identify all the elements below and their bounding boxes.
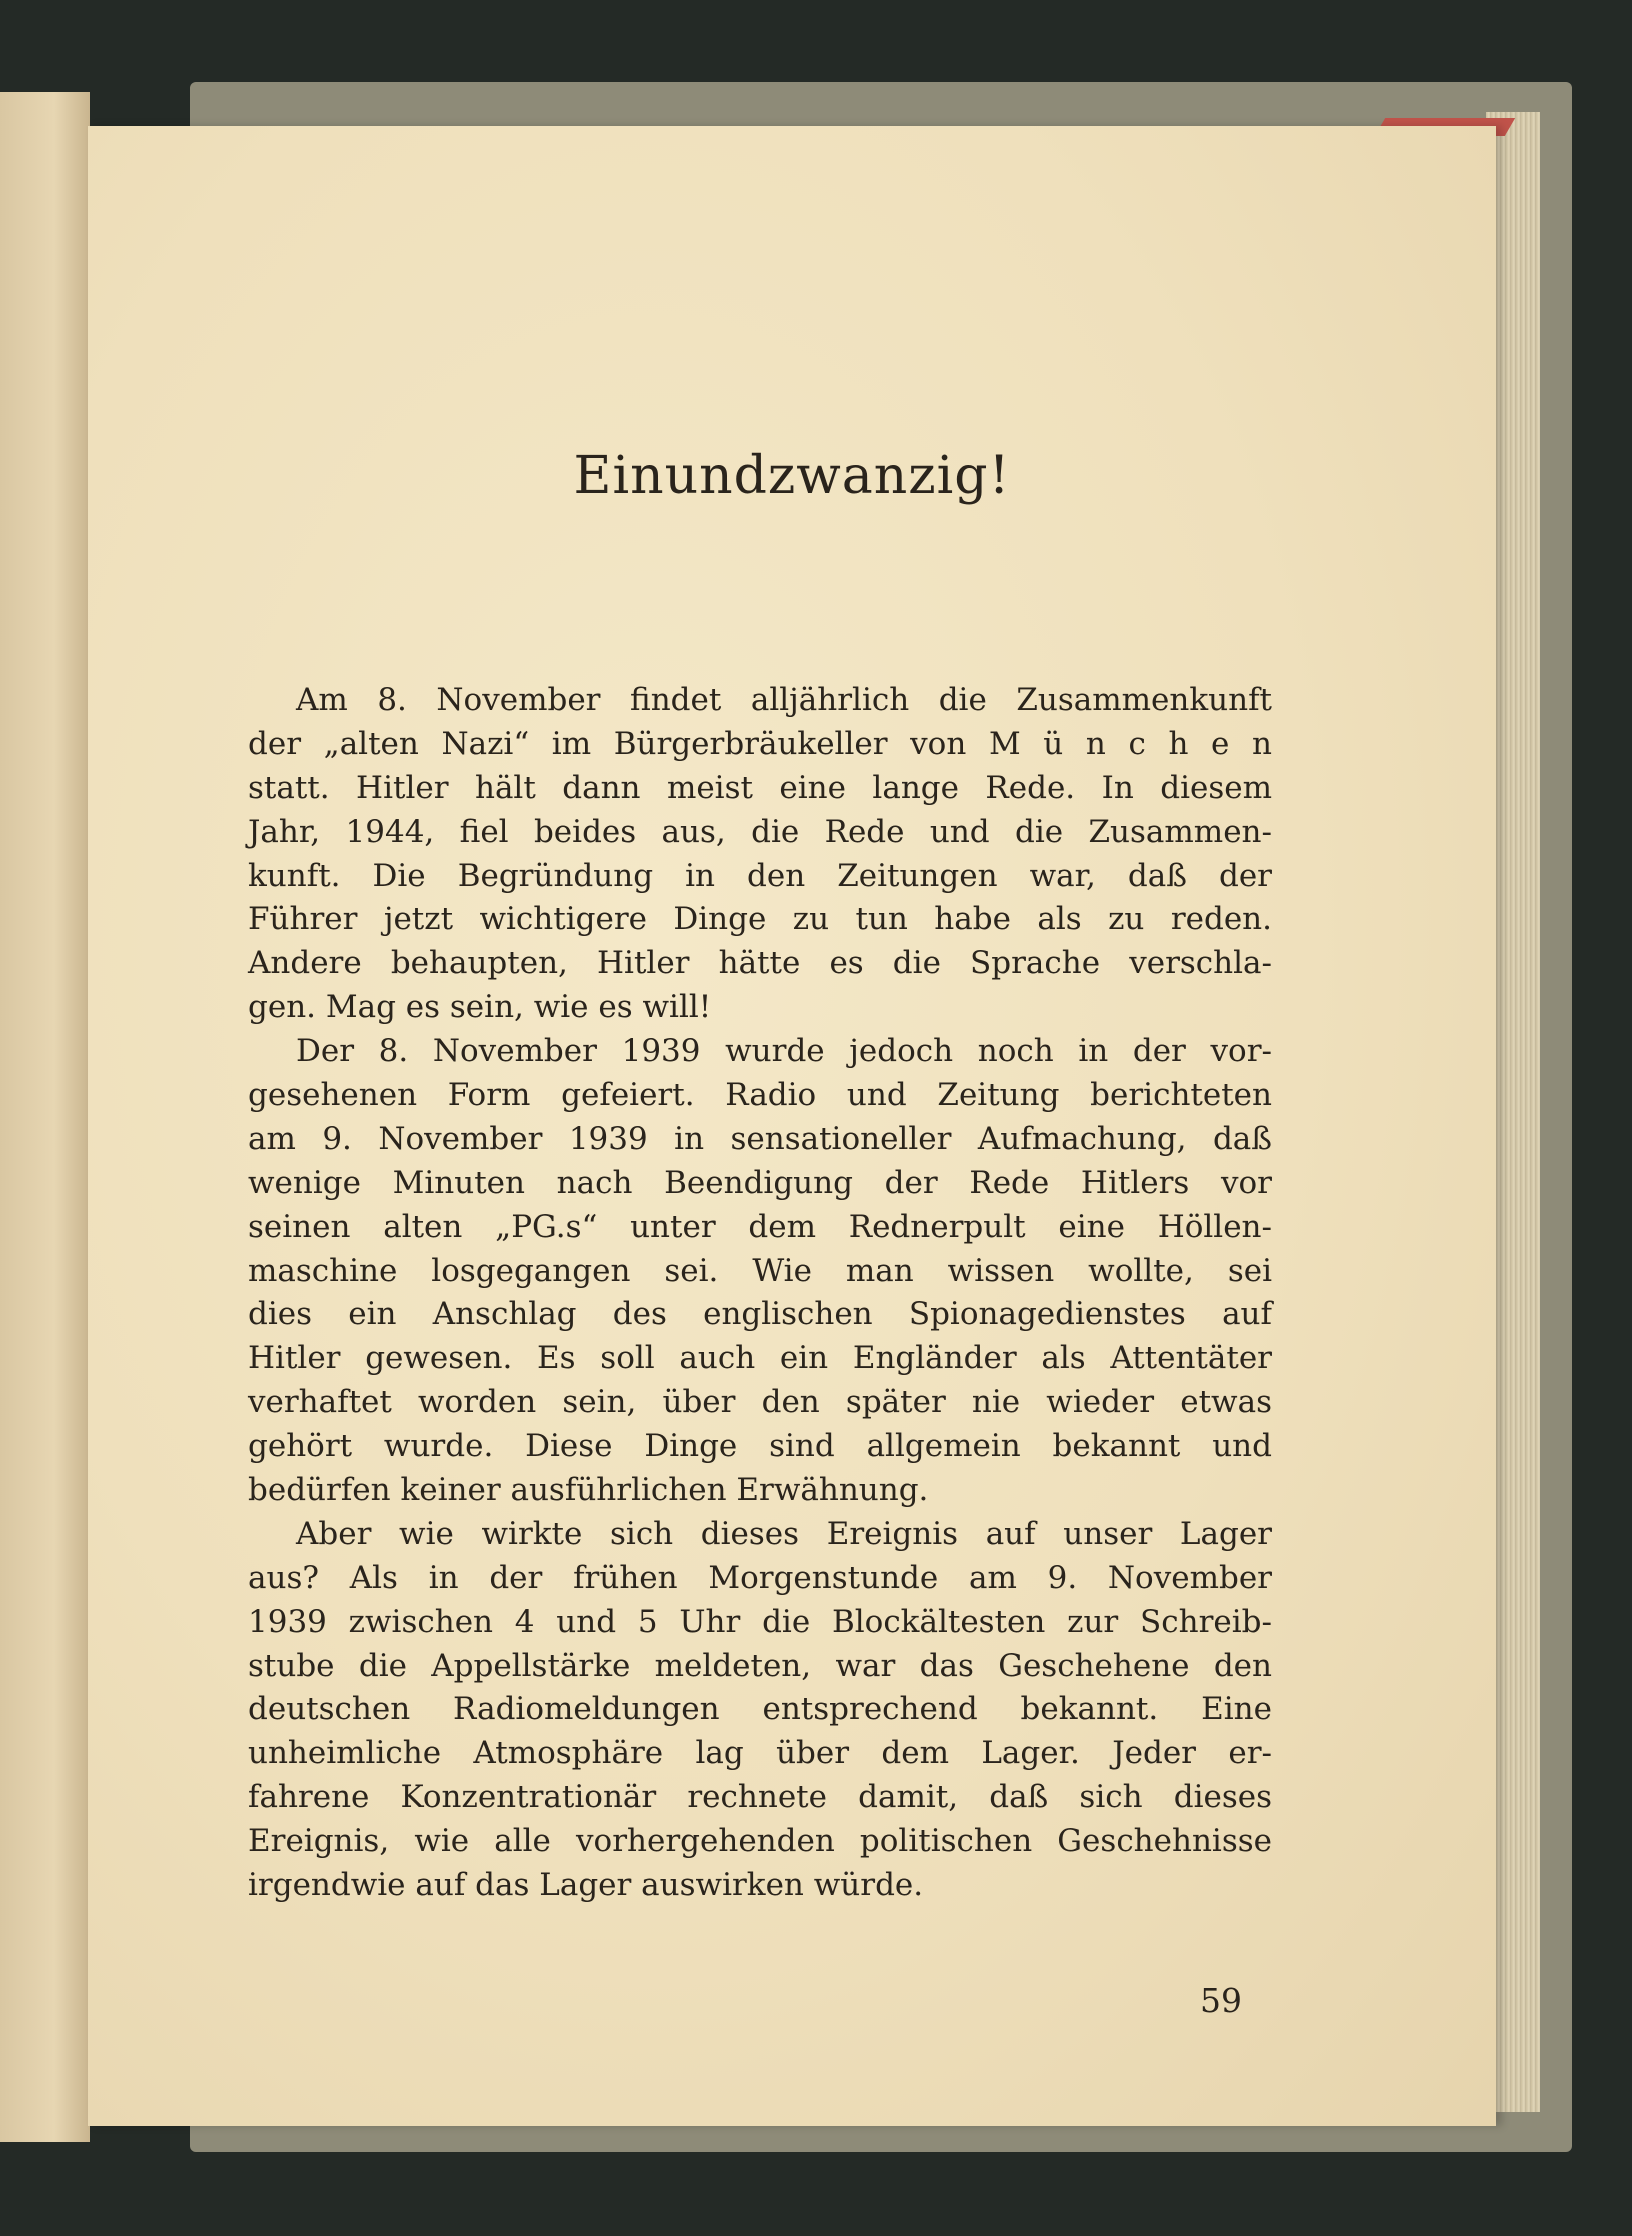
text-line: stube die Appellstärke meldeten, war das Geschehene den (248, 1647, 1272, 1684)
text-line: statt. Hitler hält dann meist eine lange Rede. In diesem (248, 769, 1272, 806)
text-line: maschine losgegangen sei. Wie man wissen wollte, sei (248, 1252, 1272, 1289)
text-line: Führer jetzt wichtigere Dinge zu tun habe als zu reden. (248, 901, 1272, 938)
text-line: deutschen Radiomeldungen entsprechend bekannt. Eine (248, 1691, 1272, 1728)
book-spine (0, 92, 90, 2142)
text-line: unheimliche Atmosphäre lag über dem Lager. Jeder er- (248, 1735, 1272, 1772)
text-line: irgendwie auf das Lager auswirken würde. (248, 1867, 924, 1904)
text-line: Ereignis, wie alle vorhergehenden politischen Geschehnisse (248, 1823, 1272, 1860)
text-line: gehört wurde. Diese Dinge sind allgemein bekannt und (248, 1428, 1272, 1465)
text-line: Der 8. November 1939 wurde jedoch noch in der vor- (296, 1033, 1272, 1070)
text-line: Am 8. November findet alljährlich die Zusammenkunft (296, 682, 1272, 718)
text-line: dies ein Anschlag des englischen Spionagedienstes auf (248, 1296, 1272, 1333)
page-number: 59 (1200, 1981, 1242, 2020)
text-line: Andere behaupten, Hitler hätte es die Sprache verschla- (248, 945, 1272, 982)
body-text (248, 679, 1272, 1908)
text-line: verhaftet worden sein, über den später nie wieder etwas (248, 1384, 1272, 1421)
text-line: 1939 zwischen 4 und 5 Uhr die Blockältesten zur Schreib- (248, 1603, 1272, 1640)
text-line: aus? Als in der frühen Morgenstunde am 9. November (248, 1559, 1272, 1596)
text-line: seinen alten „PG.s“ unter dem Rednerpult eine Höllen- (248, 1208, 1272, 1245)
text-line: gesehenen Form gefeiert. Radio und Zeitung berichteten (248, 1077, 1272, 1114)
text-line: Jahr, 1944, fiel beides aus, die Rede und die Zusammen- (248, 813, 1272, 850)
text-line: bedürfen keiner ausführlichen Erwähnung. (248, 1472, 929, 1509)
text-line: kunft. Die Begründung in den Zeitungen war, daß der (248, 857, 1272, 894)
text-line: am 9. November 1939 in sensationeller Aufmachung, daß (248, 1120, 1272, 1157)
text-line: Aber wie wirkte sich dieses Ereignis auf unser Lager (296, 1515, 1272, 1552)
text-line: Hitler gewesen. Es soll auch ein Engländer als Attentäter (248, 1340, 1272, 1377)
book-page (88, 126, 1496, 2126)
chapter-title: Einundzwanzig! (573, 446, 1011, 506)
text-line: der „alten Nazi“ im Bürgerbräukeller von M ü n c h e n (248, 725, 1272, 762)
text-line: gen. Mag es sein, wie es will! (248, 989, 712, 1026)
text-line: wenige Minuten nach Beendigung der Rede Hitlers vor (248, 1164, 1272, 1201)
text-line: fahrene Konzentrationär rechnete damit, daß sich dieses (248, 1779, 1272, 1816)
